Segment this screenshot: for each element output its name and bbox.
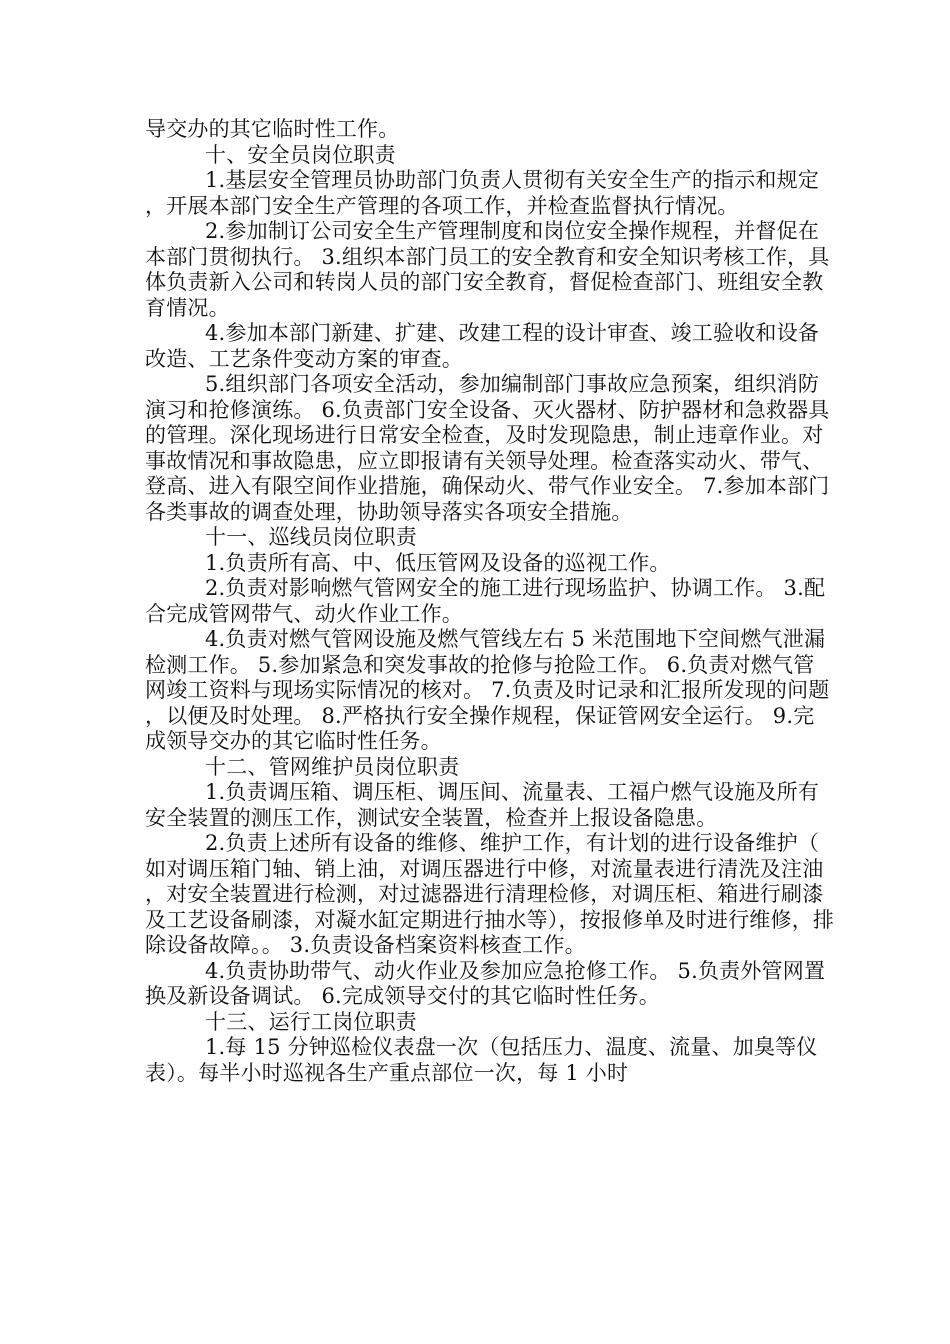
paragraph: 2.负责对影响燃气管网安全的施工进行现场监护、协调工作。 3.配合完成管网带气、动火作业工作。 xyxy=(145,576,826,626)
paragraph: 5.组织部门各项安全活动，参加编制部门事故应急预案，组织消防演习和抢修演练。 6.负责部门安全设备、灭火器材、防护器材和急救器具的管理。深化现场进行日常安全检查，及时发现隐患，制止违章作业。对事故情况和事故隐患，应立即报请有关领导处理。检查落实动火、带气、登高、进入有限空间作业措施，确保动火、带气作业安全。 7.参加本部门各类事故的调查处理，协助领导落实各项安全措施。 xyxy=(145,372,830,524)
section-heading-network-maintainer: 十二、管网维护员岗位职责 xyxy=(205,754,460,779)
paragraph: 1.基层安全管理员协助部门负责人贯彻有关安全生产的指示和规定，开展本部门安全生产管理的各项工作，并检查监督执行情况。 xyxy=(145,168,820,218)
paragraph: 2.参加制订公司安全生产管理制度和岗位安全操作规程，并督促在本部门贯彻执行。 3.组织本部门员工的安全教育和安全知识考核工作，具体负责新入公司和转岗人员的部门安全教育，督促检查部门、班组安全教育情况。 xyxy=(145,219,830,320)
section-heading-operator: 十三、运行工岗位职责 xyxy=(205,1009,417,1034)
section-heading-line-patroller: 十一、巡线员岗位职责 xyxy=(205,525,417,549)
paragraph: 4.负责协助带气、动火作业及参加应急抢修工作。 5.负责外管网置换及新设备调试。 6.完成领导交付的其它临时性任务。 xyxy=(145,958,826,1008)
paragraph: 4.参加本部门新建、扩建、改建工程的设计审查、竣工验收和设备改造、工艺条件变动方案的审查。 xyxy=(145,321,820,371)
paragraph-continuation: 导交办的其它临时性工作。 xyxy=(145,117,400,141)
paragraph: 1.每 15 分钟巡检仪表盘一次（包括压力、温度、流量、加臭等仪表）。每半小时巡视各生产重点部位一次，每 1 小时 xyxy=(145,1035,818,1085)
paragraph: 1.负责所有高、中、低压管网及设备的巡视工作。 xyxy=(205,550,671,575)
paragraph: 1.负责调压箱、调压柜、调压间、流量表、工福户燃气设施及所有安全装置的测压工作，测试安全装置，检查并上报设备隐患。 xyxy=(145,780,820,830)
paragraph: 2.负责上述所有设备的维修、维护工作，有计划的进行设备维护（如对调压箱门轴、销上油，对调压器进行中修，对流量表进行清洗及注油，对安全装置进行检测，对过滤器进行清理检修，对调压柜、箱进行刷漆及工艺设备刷漆，对凝水缸定期进行抽水等），按报修单及时进行维修，排除设备故障。。 3.负责设备档案资料核查工作。 xyxy=(145,831,835,957)
paragraph: 4.负责对燃气管网设施及燃气管线左右 5 米范围地下空间燃气泄漏检测工作。 5.参加紧急和突发事故的抢修与抢险工作。 6.负责对燃气管网竣工资料与现场实际情况的核对。 7.负责及时记录和汇报所发现的问题，以便及时处理。 8.严格执行安全操作规程，保证管网安全运行。 9.完成领导交办的其它临时性任务。 xyxy=(145,627,830,753)
document-page xyxy=(145,117,835,1086)
section-heading-safety-officer: 十、安全员岗位职责 xyxy=(205,142,396,167)
